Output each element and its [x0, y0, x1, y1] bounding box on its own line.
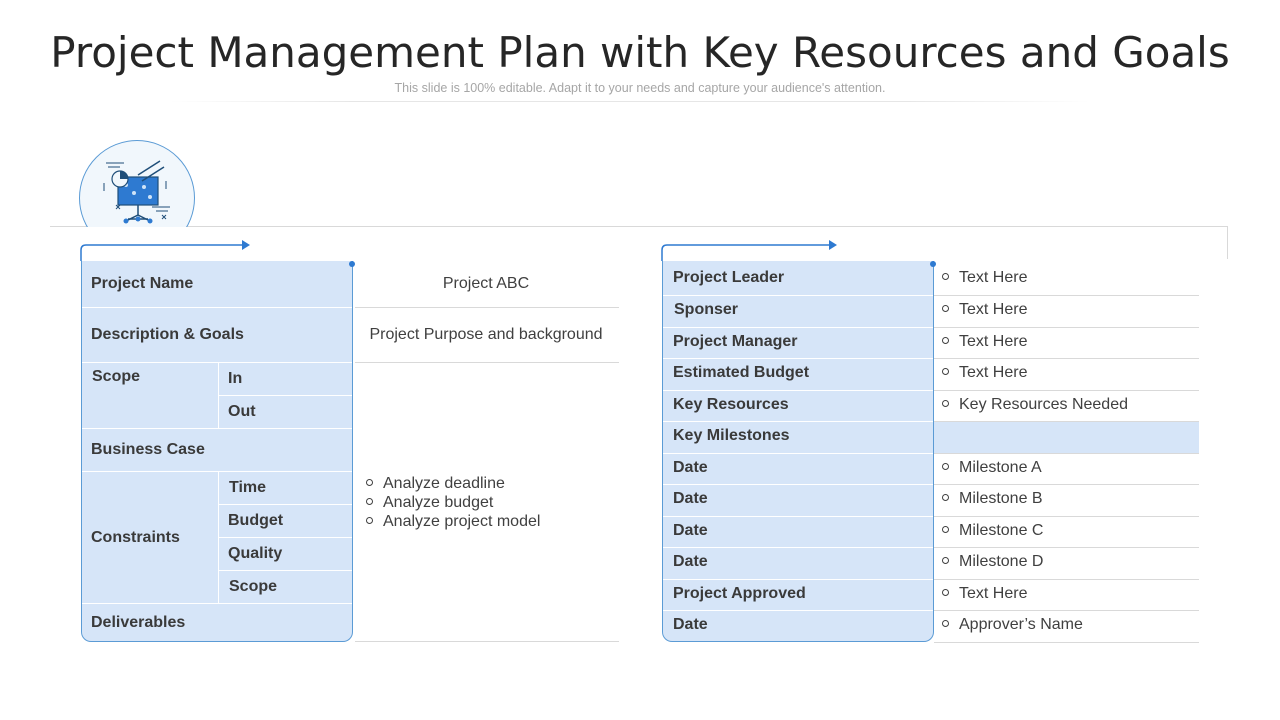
value-divider	[934, 327, 1199, 328]
section-divider-end	[1227, 226, 1228, 259]
value-divider	[934, 484, 1199, 485]
constraints-bullets	[366, 474, 540, 531]
row-divider	[82, 471, 352, 472]
bullet-item: Analyze project model	[366, 512, 540, 531]
right-row-label: Date	[673, 521, 708, 539]
row-divider	[218, 395, 352, 396]
left-panel-dot	[349, 261, 355, 267]
project-name-label: Project Name	[91, 275, 194, 292]
constraint-scope-label: Scope	[229, 578, 278, 595]
right-panel-dot	[930, 261, 936, 267]
left-arrow-icon	[80, 238, 252, 262]
value-divider	[934, 642, 1199, 643]
row-divider	[663, 453, 933, 454]
row-divider	[218, 537, 352, 538]
right-row-label: Key Milestones	[673, 427, 790, 444]
row-divider	[663, 484, 933, 485]
page-title: Project Management Plan with Key Resources and Goals	[50, 28, 1230, 77]
constraint-quality-label: Quality	[228, 545, 283, 562]
business-case-label: Business Case	[91, 441, 205, 458]
bullet-icon	[942, 273, 949, 280]
bullet-icon	[942, 589, 949, 596]
bullet-icon	[366, 498, 373, 505]
row-divider	[218, 504, 352, 505]
column-divider	[218, 362, 219, 428]
scope-in-label: In	[228, 370, 243, 387]
column-divider	[218, 471, 219, 603]
right-row-label: Date	[673, 616, 708, 633]
row-divider	[663, 516, 933, 517]
description-goals-value: Project Purpose and background	[369, 326, 603, 343]
right-row-label: Key Resources	[673, 395, 789, 413]
row-divider	[663, 421, 933, 422]
bullet-icon	[942, 337, 949, 344]
right-row-value: Milestone C	[942, 522, 1043, 540]
section-divider	[50, 226, 1228, 227]
bullet-icon	[366, 479, 373, 486]
deliverables-label: Deliverables	[91, 614, 186, 631]
value-divider	[934, 610, 1199, 611]
scope-label: Scope	[92, 368, 141, 385]
row-divider	[663, 295, 933, 296]
row-divider	[218, 570, 352, 571]
right-row-label: Date	[673, 490, 708, 507]
right-row-label: Sponser	[674, 301, 739, 318]
value-divider	[934, 547, 1199, 548]
right-row-value: Milestone A	[942, 459, 1042, 477]
right-row-value: Text Here	[942, 333, 1027, 351]
right-row-label: Date	[673, 553, 708, 570]
value-divider	[355, 307, 619, 308]
row-divider	[663, 390, 933, 391]
bullet-icon	[942, 526, 949, 533]
project-name-value: Project ABC	[442, 275, 530, 292]
right-row-label: Project Leader	[673, 268, 785, 286]
bullet-icon	[942, 368, 949, 375]
key-milestones-highlight	[934, 421, 1199, 453]
page-subtitle: This slide is 100% editable. Adapt it to your needs and capture your audience's attention.	[394, 81, 886, 95]
right-row-label: Estimated Budget	[673, 364, 810, 381]
right-row-value: Text Here	[942, 585, 1027, 603]
row-divider	[82, 428, 352, 429]
constraint-budget-label: Budget	[228, 512, 284, 529]
description-goals-label: Description & Goals	[91, 326, 244, 343]
value-divider	[355, 362, 619, 363]
right-row-value: Text Here	[942, 301, 1027, 319]
value-divider	[934, 390, 1199, 391]
value-divider	[934, 358, 1199, 359]
right-row-label: Project Manager	[673, 332, 798, 350]
value-divider	[934, 516, 1199, 517]
constraints-label: Constraints	[91, 529, 180, 546]
bullet-icon	[942, 463, 949, 470]
right-row-value: Approver’s Name	[942, 616, 1083, 634]
row-divider	[82, 307, 352, 308]
row-divider	[82, 603, 352, 604]
right-row-label: Project Approved	[673, 584, 806, 602]
value-divider	[934, 295, 1199, 296]
row-divider	[663, 327, 933, 328]
right-row-value: Milestone B	[942, 490, 1043, 508]
subtitle-divider	[170, 101, 1090, 102]
right-row-value: Milestone D	[942, 553, 1043, 571]
right-row-value: Text Here	[942, 269, 1027, 287]
right-row-label: Date	[673, 458, 708, 476]
bullet-item: Analyze budget	[366, 493, 540, 512]
bullet-icon	[942, 494, 949, 501]
bullet-icon	[942, 305, 949, 312]
row-divider	[663, 547, 933, 548]
bullet-icon	[366, 517, 373, 524]
row-divider	[663, 579, 933, 580]
bullet-icon	[942, 557, 949, 564]
value-divider	[934, 453, 1199, 454]
value-divider	[355, 641, 619, 642]
right-row-value: Text Here	[942, 364, 1027, 382]
value-divider	[934, 421, 1199, 422]
value-divider	[934, 579, 1199, 580]
row-divider	[663, 610, 933, 611]
right-arrow-icon	[661, 238, 839, 262]
row-divider	[663, 358, 933, 359]
bullet-icon	[942, 620, 949, 627]
right-row-value: Key Resources Needed	[942, 396, 1128, 414]
row-divider	[82, 362, 352, 363]
constraint-time-label: Time	[229, 479, 267, 496]
bullet-icon	[942, 400, 949, 407]
scope-out-label: Out	[228, 403, 256, 420]
bullet-item: Analyze deadline	[366, 474, 540, 493]
